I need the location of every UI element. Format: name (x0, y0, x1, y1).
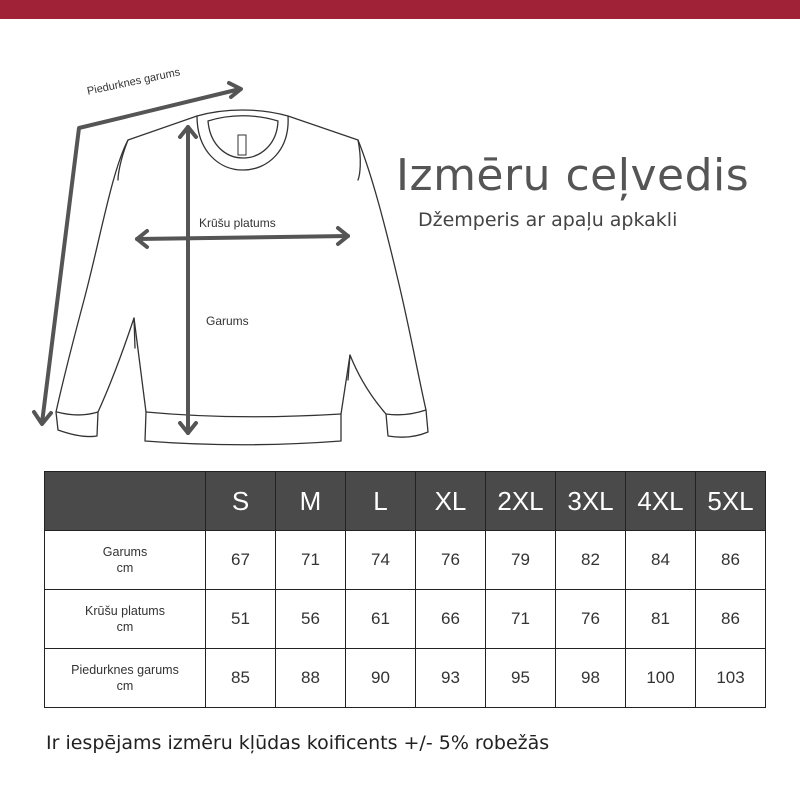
table-row (45, 590, 766, 649)
table-cell: 103 (696, 649, 766, 708)
row-header-length (45, 531, 206, 590)
table-cell: 56 (276, 590, 346, 649)
table-cell: 98 (556, 649, 626, 708)
table-cell: 86 (696, 531, 766, 590)
chest-width-arrow (137, 236, 348, 239)
body-length-label: Garums (206, 314, 249, 328)
table-cell: 93 (416, 649, 486, 708)
table-cell: 88 (276, 649, 346, 708)
table-cell: 66 (416, 590, 486, 649)
table-cell: 85 (206, 649, 276, 708)
row-unit: cm (116, 620, 134, 634)
size-header-row (45, 472, 766, 531)
row-unit: cm (116, 561, 134, 575)
table-cell: 84 (626, 531, 696, 590)
size-table (44, 471, 766, 708)
sweatshirt-outline (56, 116, 428, 445)
table-row (45, 649, 766, 708)
size-header-2xl: 2XL (486, 472, 556, 531)
table-cell: 71 (486, 590, 556, 649)
size-header-xl: XL (416, 472, 486, 531)
neck-label-tag (238, 135, 246, 155)
table-cell: 95 (486, 649, 556, 708)
tolerance-note: Ir iespējams izmēru kļūdas koificents +/- 5% robežās (46, 732, 550, 754)
table-cell: 100 (626, 649, 696, 708)
chest-width-label: Krūšu platums (199, 216, 276, 230)
page-title: Izmēru ceļvedis (396, 150, 750, 201)
size-header-l: L (346, 472, 416, 531)
table-cell: 79 (486, 531, 556, 590)
table-cell: 82 (556, 531, 626, 590)
table-cell: 76 (556, 590, 626, 649)
table-row (45, 531, 766, 590)
row-header-sleeve (45, 649, 206, 708)
row-label: Krūšu platums (85, 604, 165, 618)
row-label: Garums (102, 545, 148, 559)
table-corner-cell (45, 472, 206, 531)
page-subtitle: Džemperis ar apaļu apkakli (418, 209, 678, 231)
table-cell: 76 (416, 531, 486, 590)
row-header-chest (45, 590, 206, 649)
table-cell: 71 (276, 531, 346, 590)
sleeve-length-label: Piedurknes garums (86, 66, 182, 98)
size-header-4xl: 4XL (626, 472, 696, 531)
table-cell: 67 (206, 531, 276, 590)
table-cell: 51 (206, 590, 276, 649)
size-header-3xl: 3XL (556, 472, 626, 531)
table-cell: 61 (346, 590, 416, 649)
table-cell: 86 (696, 590, 766, 649)
row-label: Piedurknes garums (71, 663, 179, 677)
table-cell: 81 (626, 590, 696, 649)
size-header-m: M (276, 472, 346, 531)
size-header-5xl: 5XL (696, 472, 766, 531)
row-unit: cm (116, 679, 134, 693)
table-cell: 90 (346, 649, 416, 708)
size-header-s: S (206, 472, 276, 531)
table-cell: 74 (346, 531, 416, 590)
